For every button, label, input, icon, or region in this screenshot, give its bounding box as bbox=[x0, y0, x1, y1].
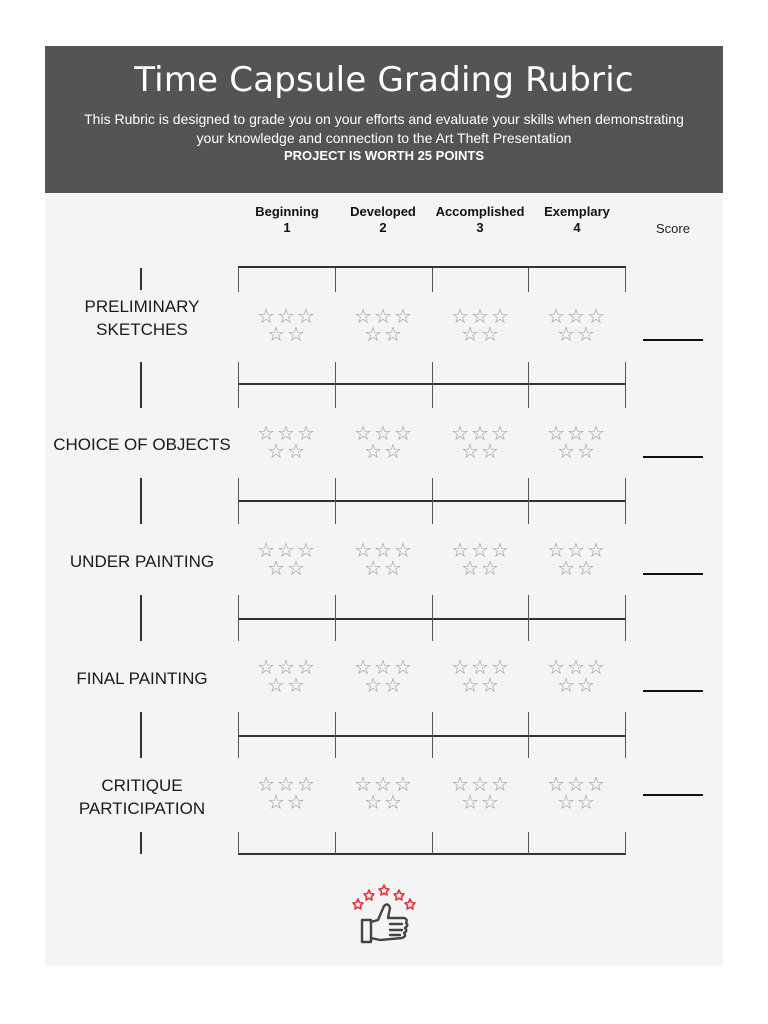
row-separator-tick bbox=[140, 712, 142, 758]
star-icon-row: ☆☆☆ bbox=[547, 304, 607, 328]
thumbs-up-stars-icon bbox=[350, 876, 420, 948]
star-rating-cell[interactable] bbox=[446, 538, 516, 580]
star-icon-row: ☆☆ bbox=[364, 673, 404, 697]
star-rating-cell[interactable] bbox=[542, 421, 612, 463]
criterion-under-painting bbox=[45, 550, 239, 573]
star-icon-row: ☆☆ bbox=[267, 322, 307, 346]
star-icon-row: ☆☆☆ bbox=[257, 421, 317, 445]
star-icon-row: ☆☆☆ bbox=[257, 304, 317, 328]
column-value: 2 bbox=[379, 220, 387, 235]
row-separator-tick bbox=[140, 362, 142, 408]
star-icon-row: ☆☆☆ bbox=[451, 772, 511, 796]
description-line-2: your knowledge and connection to the Art Theft Presentation bbox=[196, 130, 572, 146]
criterion-critique-participation bbox=[45, 774, 239, 820]
star-icon-row: ☆☆☆ bbox=[257, 538, 317, 562]
criterion-line: CRITIQUE bbox=[101, 776, 183, 795]
grid-vertical-line bbox=[528, 712, 529, 758]
grid-vertical-line bbox=[432, 268, 433, 292]
grid-vertical-line bbox=[528, 595, 529, 641]
grid-vertical-line bbox=[335, 478, 336, 524]
grid-vertical-line bbox=[432, 478, 433, 524]
column-label: Exemplary bbox=[544, 204, 610, 219]
score-blank[interactable] bbox=[643, 573, 703, 575]
star-rating-cell[interactable] bbox=[446, 772, 516, 814]
column-header-developed bbox=[333, 204, 433, 236]
grid-vertical-line bbox=[528, 478, 529, 524]
star-icon-row: ☆☆ bbox=[461, 322, 501, 346]
grid-vertical-line bbox=[238, 478, 239, 524]
grid-vertical-line bbox=[335, 832, 336, 854]
star-icon-row: ☆☆☆ bbox=[257, 772, 317, 796]
row-separator-tick bbox=[140, 832, 142, 854]
star-icon-row: ☆☆ bbox=[557, 556, 597, 580]
star-icon-row: ☆☆ bbox=[267, 790, 307, 814]
grid-vertical-line bbox=[432, 362, 433, 408]
grid-vertical-line bbox=[238, 595, 239, 641]
star-icon-row: ☆☆ bbox=[364, 790, 404, 814]
star-rating-cell[interactable] bbox=[542, 655, 612, 697]
row-separator-tick bbox=[140, 268, 142, 290]
grid-vertical-line bbox=[238, 832, 239, 854]
star-icon-row: ☆☆ bbox=[364, 556, 404, 580]
star-icon-row: ☆☆☆ bbox=[257, 655, 317, 679]
score-blank[interactable] bbox=[643, 690, 703, 692]
column-header-exemplary bbox=[527, 204, 627, 236]
points-note: PROJECT IS WORTH 25 POINTS bbox=[283, 148, 485, 163]
grid-vertical-line bbox=[335, 268, 336, 292]
criterion-line: UNDER PAINTING bbox=[69, 552, 215, 571]
header-description bbox=[51, 110, 717, 148]
star-icon-row: ☆☆ bbox=[461, 673, 501, 697]
star-rating-cell[interactable] bbox=[542, 304, 612, 346]
star-icon-row: ☆☆ bbox=[557, 439, 597, 463]
criterion-line: FINAL PAINTING bbox=[76, 669, 208, 688]
star-icon-row: ☆☆☆ bbox=[547, 421, 607, 445]
page-title: Time Capsule Grading Rubric bbox=[134, 60, 634, 100]
star-rating-cell[interactable] bbox=[252, 304, 322, 346]
star-icon-row: ☆☆ bbox=[267, 673, 307, 697]
grid-vertical-line bbox=[625, 268, 626, 292]
column-value: 3 bbox=[476, 220, 484, 235]
grid-vertical-line bbox=[335, 595, 336, 641]
grid-vertical-line bbox=[625, 832, 626, 854]
star-icon-row: ☆☆☆ bbox=[354, 421, 414, 445]
star-icon-row: ☆☆ bbox=[267, 556, 307, 580]
star-icon-row: ☆☆☆ bbox=[451, 304, 511, 328]
column-value: 1 bbox=[283, 220, 291, 235]
grid-vertical-line bbox=[625, 362, 626, 408]
star-rating-cell[interactable] bbox=[349, 304, 419, 346]
star-icon-row: ☆☆ bbox=[364, 439, 404, 463]
grid-vertical-line bbox=[432, 712, 433, 758]
column-label: Accomplished bbox=[435, 204, 525, 219]
star-rating-cell[interactable] bbox=[446, 655, 516, 697]
star-icon-row: ☆☆ bbox=[557, 673, 597, 697]
header-banner bbox=[45, 46, 723, 193]
star-icon-row: ☆☆☆ bbox=[354, 655, 414, 679]
grid-vertical-line bbox=[528, 362, 529, 408]
star-icon-row: ☆☆☆ bbox=[354, 772, 414, 796]
grid-vertical-line bbox=[335, 362, 336, 408]
grid-vertical-line bbox=[238, 362, 239, 408]
grid-vertical-line bbox=[528, 268, 529, 292]
description-line-1: This Rubric is designed to grade you on your efforts and evaluate your skills when demonstrating bbox=[84, 111, 684, 127]
row-separator-tick bbox=[140, 478, 142, 524]
grid-vertical-line bbox=[335, 712, 336, 758]
star-icon-row: ☆☆☆ bbox=[354, 304, 414, 328]
grid-vertical-line bbox=[432, 595, 433, 641]
star-icon-row: ☆☆☆ bbox=[451, 421, 511, 445]
star-rating-cell[interactable] bbox=[446, 304, 516, 346]
score-blank[interactable] bbox=[643, 456, 703, 458]
star-rating-cell[interactable] bbox=[252, 772, 322, 814]
star-icon-row: ☆☆☆ bbox=[451, 655, 511, 679]
grid-vertical-line bbox=[238, 268, 239, 292]
star-rating-cell[interactable] bbox=[349, 772, 419, 814]
criterion-line: PARTICIPATION bbox=[78, 799, 206, 818]
column-value: 4 bbox=[573, 220, 581, 235]
criterion-line: PRELIMINARY bbox=[84, 297, 200, 316]
star-icon-row: ☆☆☆ bbox=[547, 655, 607, 679]
star-rating-cell[interactable] bbox=[349, 655, 419, 697]
star-icon-row: ☆☆☆ bbox=[451, 538, 511, 562]
score-blank[interactable] bbox=[643, 794, 703, 796]
criterion-preliminary-sketches bbox=[45, 295, 239, 341]
star-icon-row: ☆☆ bbox=[557, 790, 597, 814]
star-rating-cell[interactable] bbox=[252, 538, 322, 580]
star-icon-row: ☆☆ bbox=[267, 439, 307, 463]
star-icon-row: ☆☆ bbox=[461, 790, 501, 814]
star-icon-row: ☆☆☆ bbox=[547, 772, 607, 796]
criterion-choice-of-objects bbox=[45, 433, 239, 456]
row-separator-tick bbox=[140, 595, 142, 641]
criterion-line: CHOICE OF OBJECTS bbox=[53, 435, 231, 454]
star-rating-cell[interactable] bbox=[252, 655, 322, 697]
star-rating-cell[interactable] bbox=[349, 421, 419, 463]
column-label: Developed bbox=[350, 204, 416, 219]
star-icon-row: ☆☆ bbox=[557, 322, 597, 346]
star-icon-row: ☆☆ bbox=[461, 439, 501, 463]
grid-vertical-line bbox=[238, 712, 239, 758]
column-header-accomplished bbox=[430, 204, 530, 236]
grid-vertical-line bbox=[625, 712, 626, 758]
grid-vertical-line bbox=[625, 595, 626, 641]
star-icon-row: ☆☆ bbox=[364, 322, 404, 346]
grid-vertical-line bbox=[432, 832, 433, 854]
grid-vertical-line bbox=[528, 832, 529, 854]
star-rating-cell[interactable] bbox=[542, 538, 612, 580]
criterion-line: SKETCHES bbox=[96, 320, 188, 339]
star-icon-row: ☆☆☆ bbox=[354, 538, 414, 562]
column-header-beginning bbox=[237, 204, 337, 236]
grid-vertical-line bbox=[625, 478, 626, 524]
star-icon-row: ☆☆ bbox=[461, 556, 501, 580]
star-icon-row: ☆☆☆ bbox=[547, 538, 607, 562]
score-header: Score bbox=[656, 221, 690, 236]
criterion-final-painting bbox=[45, 667, 239, 690]
star-rating-cell[interactable] bbox=[252, 421, 322, 463]
column-label: Beginning bbox=[255, 204, 319, 219]
score-blank[interactable] bbox=[643, 339, 703, 341]
star-rating-cell[interactable] bbox=[542, 772, 612, 814]
star-rating-cell[interactable] bbox=[446, 421, 516, 463]
star-rating-cell[interactable] bbox=[349, 538, 419, 580]
